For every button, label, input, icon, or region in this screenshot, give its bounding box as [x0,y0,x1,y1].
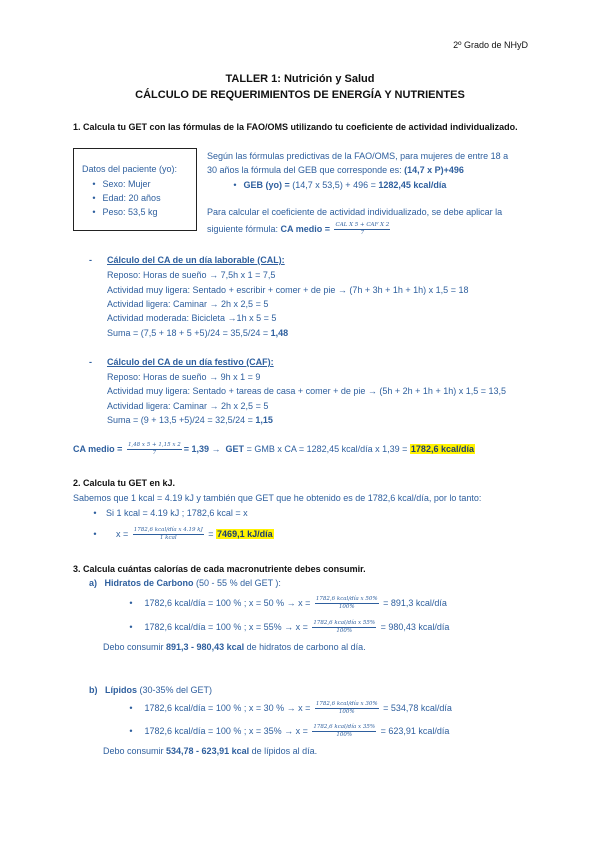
cal-sum: Suma = (7,5 + 18 + 5 +5)/24 = 35,5/24 = 1,48 [107,328,289,338]
cal-dash: - [89,255,92,265]
lipids-row: • 1782,6 kcal/día = 100 % ; x = 30 % → x = $\frac{\text{1782,6 kcal/día x 30\%}}{100\%}$ = 534,78 kcal/día [129,701,452,715]
patient-box-title: Datos del paciente (yo): [82,164,178,174]
geb-line: • GEB (yo) = (14,7 x 53,5) + 496 = 1282,45 kcal/día [233,180,447,190]
section-3-heading: 3. Calcula cuántas calorías de cada macronutriente debes consumir. [73,564,366,574]
caf-title: Cálculo del CA de un día festivo (CAF): [107,357,274,367]
caf-line: Actividad muy ligera: Sentado + tareas de casa + comer + de pie → (5h + 2h + 1h + 1h) x 1,5 = 13,5 [107,386,506,396]
patient-item: • Sexo: Mujer [92,179,151,189]
header-label: 2º Grado de NHyD [453,40,528,50]
cal-line: Actividad moderada: Bicicleta →1h x 5 = 5 [107,313,277,323]
caf-sum: Suma = (9 + 13,5 +5)/24 = 32,5/24 = 1,15 [107,415,273,425]
carbs-conclusion: Debo consumir 891,3 - 980,43 kcal de hidratos de carbono al día. [103,642,366,652]
patient-item: • Edad: 20 años [92,193,161,203]
section-1-heading: 1. Calcula tu GET con las fórmulas de la FAO/OMS utilizando tu coeficiente de actividad individualizado. [73,122,518,132]
formula-paragraph-1: Según las fórmulas predictivas de la FAO/OMS, para mujeres de entre 18 a [207,151,509,161]
caf-line: Reposo: Horas de sueño → 9h x 1 = 9 [107,372,261,382]
section-2-heading: 2. Calcula tu GET en kJ. [73,478,176,488]
formula-paragraph-2: 30 años la fórmula del GEB que corresponde es: (14,7 x P)+496 [207,165,464,175]
title-2: CÁLCULO DE REQUERIMIENTOS DE ENERGÍA Y NUTRIENTES [135,89,465,101]
carbs-row: • 1782,6 kcal/día = 100 % ; x = 55% → x = $\frac{\text{1782,6 kcal/día x 55\%}}{100\%}$ = 980,43 kcal/día [129,620,450,634]
ca-medio-result: CA medio = $\frac{1,48 x 5 + 1,15 x 2}{7}$ = 1,39 → GET = GMB x CA = 1282,45 kcal/día x 1,39 = 1782,6 kcal/día [73,442,474,456]
carbs-row: • 1782,6 kcal/día = 100 % ; x = 50 % → x = $\frac{\text{1782,6 kcal/día x 50\%}}{100\%}$ = 891,3 kcal/día [129,596,447,610]
title-1: TALLER 1: Nutrición y Salud [225,73,375,85]
carbs-heading: a) Hidratos de Carbono (50 - 55 % del GET ): [89,578,281,588]
cal-title: Cálculo del CA de un día laborable (CAL): [107,255,285,265]
section-2-paragraph: Sabemos que 1 kcal = 4.19 kJ y también que GET que he obtenido es de 1782,6 kcal/día, por lo tanto: [73,493,482,503]
section-2-bullet-2: • x = $\frac{\text{1782,6 kcal/día x 4.19 kJ}}{\text{1 kcal}}$ = 7469,1 kJ/día [93,527,273,541]
patient-data-box [73,148,197,231]
cal-line: Reposo: Horas de sueño → 7,5h x 1 = 7,5 [107,270,276,280]
cal-line: Actividad muy ligera: Sentado + escribir + comer + de pie → (7h + 3h + 1h + 1h) x 1,5 = 18 [107,285,469,295]
section-2-bullet-1: • Si 1 kcal = 4.19 kJ ; 1782,6 kcal = x [93,508,248,518]
lipids-heading: b) Lípidos (30-35% del GET) [89,685,213,695]
caf-line: Actividad ligera: Caminar → 2h x 2,5 = 5 [107,401,269,411]
lipids-row: • 1782,6 kcal/día = 100 % ; x = 35% → x = $\frac{\text{1782,6 kcal/día x 35\%}}{100\%}$ = 623,91 kcal/día [129,724,450,738]
ca-paragraph-1: Para calcular el coeficiente de actividad individualizado, se debe aplicar la [207,207,503,217]
cal-line: Actividad ligera: Caminar → 2h x 2,5 = 5 [107,299,269,309]
caf-dash: - [89,357,92,367]
lipids-conclusion: Debo consumir 534,78 - 623,91 kcal de lípidos al día. [103,746,318,756]
patient-item: • Peso: 53,5 kg [92,207,158,217]
ca-paragraph-2: siguiente fórmula: CA medio = $\frac{\text{CAL X 5 + CAF X 2}}{7}$ [207,222,390,236]
